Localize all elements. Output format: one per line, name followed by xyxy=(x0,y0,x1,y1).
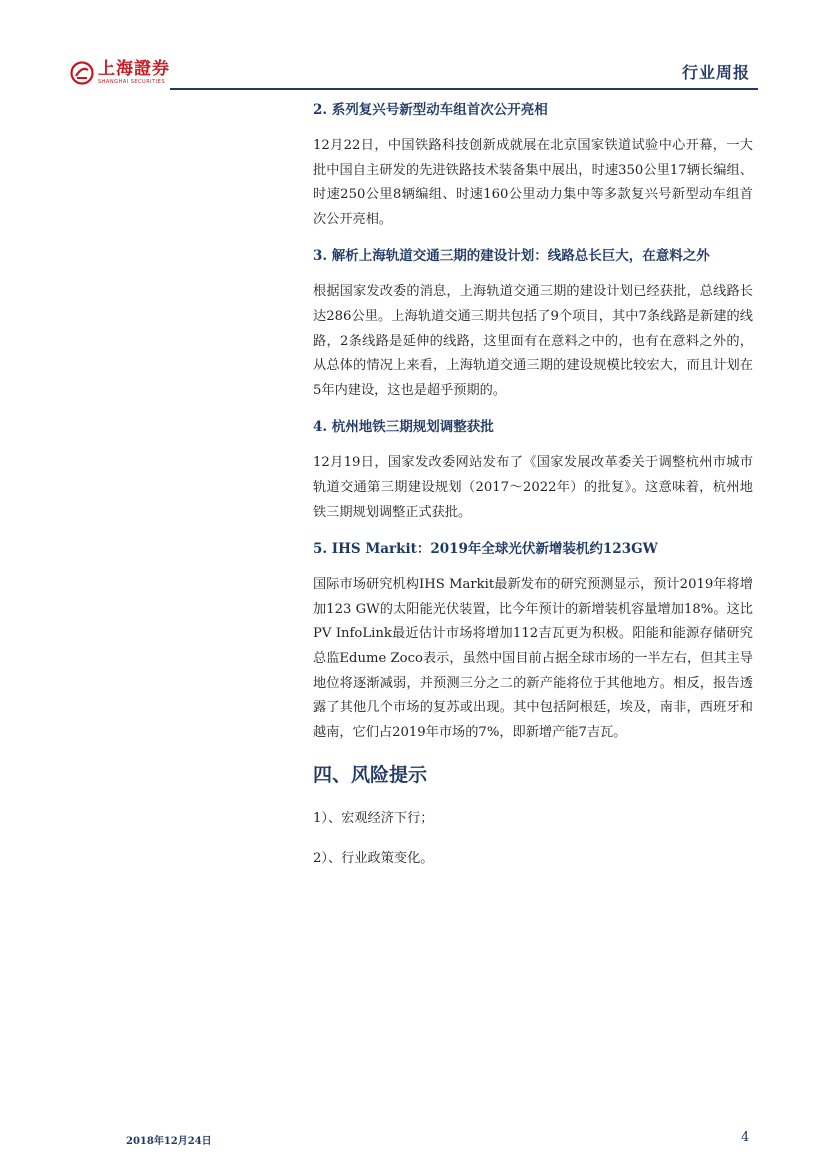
risk-item: 1）、宏观经济下行； xyxy=(313,811,434,827)
news-heading: 4. 杭州地铁三期规划调整获批 xyxy=(313,419,494,436)
header-divider xyxy=(170,88,758,90)
news-body: 12月22日，中国铁路科技创新成就展在北京国家铁道试验中心开幕，一大批中国自主研发的先进铁路技术装备集中展出，时速350公里17辆长编组、时速250公里8辆编组、时速160公里动力集中等多款复兴号新型动车组首次公开亮相。 xyxy=(313,138,753,227)
main-content xyxy=(313,98,753,887)
news-body: 国际市场研究机构IHS Markit最新发布的研究预测显示，预计2019年将增加123 GW的太阳能光伏装置，比今年预计的新增装机容量增加18%。这比PV InfoLink最近估计市场将增加112吉瓦更为积极。阳能和能源存储研究总监Edume Zoco表示，虽然中国目前占据全球市场的一半左右，但其主导地位将逐渐减弱，并预测三分之二的新产能将位于其他地方。相反，报告透露了其他几个市场的复苏或出现。其中包括阿根廷，埃及，南非，西班牙和越南，它们占2019年市场的7%，即新增产能7吉瓦。 xyxy=(313,577,753,740)
logo-emblem-icon xyxy=(70,61,94,85)
news-heading: 3. 解析上海轨道交通三期的建设计划：线路总长巨大，在意料之外 xyxy=(313,248,710,265)
news-item xyxy=(313,415,753,525)
report-date: 2018年12月24日 xyxy=(126,1136,212,1147)
logo-english-text: SHANGHAI SECURITIES xyxy=(98,79,166,85)
news-item xyxy=(313,537,753,745)
page-header xyxy=(70,56,758,90)
news-heading: 5. IHS Markit：2019年全球光伏新增装机约123GW xyxy=(313,541,658,558)
risk-item: 2）、行业政策变化。 xyxy=(313,851,434,867)
report-type-title: 行业周报 xyxy=(681,63,750,82)
page-number: 4 xyxy=(741,1130,750,1145)
news-body: 12月19日，国家发改委网站发布了《国家发展改革委关于调整杭州市城市轨道交通第三期建设规划（2017～2022年）的批复》。这意味着，杭州地铁三期规划调整正式获批。 xyxy=(313,455,753,520)
risk-section-heading: 四、风险提示 xyxy=(313,764,428,787)
news-body: 根据国家发改委的消息，上海轨道交通三期的建设计划已经获批，总线路长达286公里。上海轨道交通三期共包括了9个项目，其中7条线路是新建的线路，2条线路是延伸的线路，这里面有在意料之中的，也有在意料之外的，从总体的情况上来看，上海轨道交通三期的建设规模比较宏大，而且计划在5年内建设，这也是超乎预期的。 xyxy=(313,284,753,398)
logo-chinese-text: 上海證券 xyxy=(98,59,170,79)
news-heading: 2. 系列复兴号新型动车组首次公开亮相 xyxy=(313,102,548,118)
news-item xyxy=(313,244,753,403)
company-logo xyxy=(70,56,170,90)
news-item xyxy=(313,98,753,232)
